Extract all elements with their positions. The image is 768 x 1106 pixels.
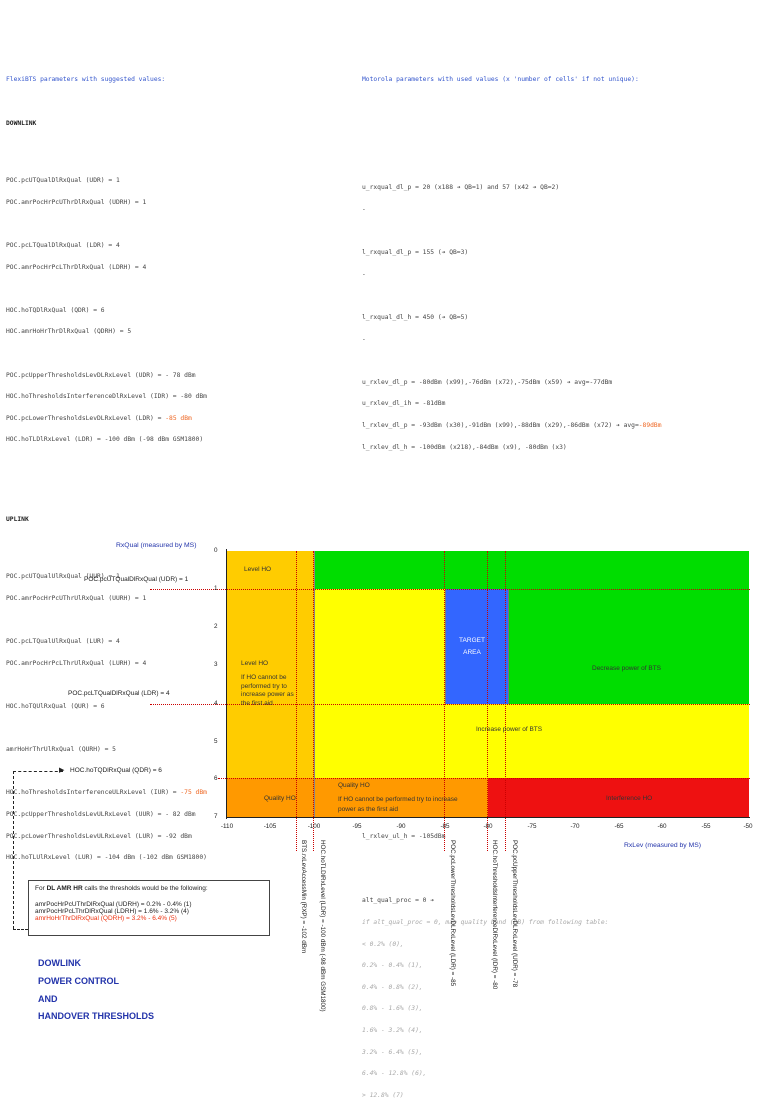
qdr-connector-line bbox=[13, 929, 28, 930]
left-title: FlexiBTS parameters with suggested values: bbox=[6, 76, 166, 84]
bottom-title-line: HANDOVER THRESHOLDS bbox=[38, 1011, 155, 1021]
y-tick: 7 bbox=[214, 813, 218, 820]
uplink-heading: UPLINK bbox=[6, 515, 29, 523]
x-tick: -95 bbox=[352, 823, 362, 830]
x-tick: -75 bbox=[527, 823, 537, 830]
y-axis bbox=[226, 549, 227, 819]
quality-ho-left-label: Quality HO bbox=[264, 795, 296, 802]
left-column bbox=[6, 62, 207, 883]
param-line: u_rxqual_dl_p = 20 (x188 ➔ QB=1) and 57 (x42 ➔ QB=2) bbox=[362, 184, 560, 192]
decrease-power-label: Decrease power of BTS bbox=[592, 665, 662, 672]
param-line: amrHoHrThrUlRxQual (QURH) = 5 bbox=[6, 746, 116, 754]
param-line: HOC.hoThresholdsInterferenceDlRxLevel (IDR) = -80 dBm bbox=[6, 393, 207, 401]
param-line: POC.amrPocHrPcLThrDlRxQual (LDRH) = 4 bbox=[6, 263, 147, 271]
alt-line: 1.6% - 3.2% (4), bbox=[362, 1026, 423, 1034]
x-tick: -50 bbox=[743, 823, 753, 830]
x-tick: -85 bbox=[440, 823, 450, 830]
quality-ho-note: If HO cannot be performed try to increase power as the first aid bbox=[338, 796, 458, 813]
param-line: l_rxqual_dl_p = 155 (➔ QB=3) bbox=[362, 249, 469, 257]
dl-lines bbox=[6, 163, 207, 458]
increase-power-zone bbox=[314, 704, 749, 778]
param-line: HOC.hoTLUlRxLevel (LUR) = -104 dBm (-102 dBm GSM1800) bbox=[6, 854, 207, 862]
param-line: POC.pcUpperThresholdsLevDLRxLevel (UDR) = - 78 dBm bbox=[6, 371, 196, 379]
param-line: POC.pcLTQualUlRxQual (LUR) = 4 bbox=[6, 638, 120, 646]
divider-line bbox=[445, 589, 446, 704]
x-tick: -55 bbox=[701, 823, 711, 830]
alt-line: < 0.2% (0), bbox=[362, 940, 404, 948]
ldr-guide-line bbox=[150, 704, 750, 705]
param-line: l_rxlev_ul_h = -105dBm bbox=[362, 832, 446, 840]
amr-box-title: For DL AMR HR calls the thresholds would be the following: bbox=[35, 885, 208, 892]
x-axis-title: RxLev (measured by MS) bbox=[624, 842, 702, 849]
param-line: HOC.hoTQDlRxQual (QDR) = 6 bbox=[6, 306, 105, 314]
bottom-title-line: DOWLINK bbox=[38, 958, 81, 968]
amr-line: amrHoHrThrDlRxQual (QDRH) = 3.2% - 6.4% (5) bbox=[35, 915, 177, 922]
param-line: HOC.hoThresholdsInterferenceULRxLevel (IUR) = -75 dBm bbox=[6, 789, 207, 797]
qdr-guide-line bbox=[218, 778, 750, 779]
x-tick: -80 bbox=[483, 823, 493, 830]
rxp-vertical-label: BTS.rxLevAccessMin (RXP) = -102 dBm bbox=[300, 840, 307, 954]
x-tick: -105 bbox=[263, 823, 277, 830]
param-line: - bbox=[362, 206, 366, 213]
alt-line: if alt_qual_proc = 0, map quality band (QB) from following table: bbox=[362, 918, 609, 926]
x-tick: -65 bbox=[614, 823, 624, 830]
param-line: POC.amrPocHrPcLThrUlRxQual (LURH) = 4 bbox=[6, 659, 147, 667]
x-tick: -110 bbox=[220, 823, 234, 830]
param-line: POC.amrPocHrPcUThrDlRxQual (UDRH) = 1 bbox=[6, 198, 147, 206]
ul-lines bbox=[6, 559, 207, 876]
lower-dl-vertical-label: POC.pcLowerThresholdsLevDLRxLevel (LDR) = -85 bbox=[449, 840, 456, 987]
level-ho-note: If HO cannot be performed try to increase power as the first aid bbox=[241, 674, 294, 707]
amr-line: amrPocHrPcLThrDlRxQual (LDRH) = 1.6% - 3.2% (4) bbox=[35, 908, 189, 915]
param-line: - bbox=[362, 270, 366, 278]
rxp-guide-line bbox=[296, 551, 297, 851]
param-line: l_rxlev_dl_h = -100dBm (x218),-84dBm (x9), -80dBm (x3) bbox=[362, 443, 567, 451]
x-tick: -70 bbox=[570, 823, 580, 830]
amr-hr-box bbox=[28, 880, 270, 936]
param-line: POC.pcUpperThresholdsLevULRxLevel (UUR) = - 82 dBm bbox=[6, 810, 196, 818]
alt-line: 0.2% - 0.4% (1), bbox=[362, 962, 423, 970]
arrow-right-icon: ▶ bbox=[59, 767, 65, 774]
decrease-power-zone bbox=[508, 589, 749, 704]
param-line: POC.pcLowerThresholdsLevDLRxLevel (LDR) = -85 dBm bbox=[6, 414, 192, 422]
tldl-guide-line bbox=[313, 551, 314, 851]
y-tick: 5 bbox=[214, 738, 218, 745]
x-tick: -90 bbox=[396, 823, 406, 830]
udr-label: POC.pcUTQualDlRxQual (UDR) = 1 bbox=[84, 576, 189, 583]
interference-dl-vertical-label: HOC.hoThresholdsInterferenceDlRxLevel (IDR) = -80 bbox=[491, 840, 498, 990]
qdr-arrow-line bbox=[13, 771, 63, 772]
param-line: POC.pcUTQualDlRxQual (UDR) = 1 bbox=[6, 177, 120, 185]
upper-dl-vertical-label: POC.pcUpperThresholdsLevDLRxLevel (UDR) = -78 bbox=[511, 840, 518, 988]
y-tick: 2 bbox=[214, 623, 218, 630]
level-ho-mid-label: Level HO bbox=[241, 660, 269, 667]
tldl-vertical-label: HOC.hoTLDlRxLevel (LDR) = -100 dBm (-98 dBm GSM1800) bbox=[319, 840, 326, 1012]
qdr-label: HOC.hoTQDlRxQual (QDR) = 6 bbox=[70, 767, 162, 774]
x-axis bbox=[226, 817, 750, 818]
param-line: - bbox=[362, 335, 366, 343]
param-line: HOC.hoTLDlRxLevel (LDR) = -100 dBm (-98 dBm GSM1800) bbox=[6, 436, 204, 444]
y-tick: 3 bbox=[214, 661, 218, 668]
param-line: HOC.amrHoHrThrDlRxQual (QDRH) = 5 bbox=[6, 328, 132, 336]
param-line: u_rxlev_dl_p = -80dBm (x99),-76dBm (x72),-75dBm (x59) ➔ avg=-77dBm bbox=[362, 378, 613, 386]
bottom-title-line: POWER CONTROL bbox=[38, 976, 119, 986]
alt-line: > 12.8% (7) bbox=[362, 1091, 404, 1099]
interference-dl-guide-line bbox=[487, 551, 488, 851]
target-area-label: TARGET AREA bbox=[459, 637, 485, 656]
upper-dl-guide-line bbox=[505, 551, 506, 851]
param-line: l_rxlev_dl_p = -93dBm (x30),-91dBm (x99),-88dBm (x29),-86dBm (x72) ➔ avg=-89dBm bbox=[362, 422, 662, 430]
param-line: POC.amrPocHrPcUThrUlRxQual (UURH) = 1 bbox=[6, 594, 147, 602]
x-tick: -60 bbox=[657, 823, 667, 830]
param-line: u_rxlev_dl_ih = -81dBm bbox=[362, 400, 446, 408]
y-tick: 4 bbox=[214, 700, 218, 707]
downlink-heading: DOWNLINK bbox=[6, 119, 37, 127]
qdr-connector-line bbox=[13, 771, 14, 929]
param-line: POC.pcUTQualUlRxQual (UUR) = 1 bbox=[6, 573, 120, 581]
x-tick: -100 bbox=[307, 823, 321, 830]
alt-line: 0.8% - 1.6% (3), bbox=[362, 1005, 423, 1013]
bottom-title-line: AND bbox=[38, 994, 58, 1004]
y-tick: 1 bbox=[214, 585, 218, 592]
y-tick: 6 bbox=[214, 775, 218, 782]
udr-guide-line bbox=[150, 589, 750, 590]
alt-qual-line: alt_qual_proc = 0 ➔ bbox=[362, 897, 435, 905]
amr-line: amrPocHrPcUThrDlRxQual (UDRH) = 0.2% - 0.4% (1) bbox=[35, 901, 192, 908]
interference-ho-label: Interference HO bbox=[606, 795, 653, 802]
divider-line bbox=[508, 589, 509, 704]
right-title: Motorola parameters with used values (x 'number of cells' if not unique): bbox=[362, 76, 639, 84]
increase-power-upper-zone bbox=[314, 589, 445, 704]
ldr-label: POC.pcLTQualDlRxQual (LDR) = 4 bbox=[68, 690, 170, 697]
increase-power-label: Increase power of BTS bbox=[476, 726, 543, 733]
param-line: POC.pcLowerThresholdsLevULRxLevel (LUR) = -92 dBm bbox=[6, 832, 192, 840]
y-axis-title: RxQual (measured by MS) bbox=[116, 542, 197, 549]
alt-line: 0.4% - 0.8% (2), bbox=[362, 983, 423, 991]
no-action-zone bbox=[314, 551, 749, 589]
param-line: l_rxqual_dl_h = 450 (➔ QB=5) bbox=[362, 314, 469, 322]
param-line: HOC.hoTQUlRxQual (QUR) = 6 bbox=[6, 702, 105, 710]
quality-ho-label: Quality HO bbox=[338, 782, 370, 789]
alt-line: 6.4% - 12.8% (6), bbox=[362, 1070, 427, 1078]
param-line: POC.pcLTQualDlRxQual (LDR) = 4 bbox=[6, 242, 120, 250]
level-ho-top-label: Level HO bbox=[244, 566, 272, 573]
y-tick: 0 bbox=[214, 547, 218, 554]
alt-line: 3.2% - 6.4% (5), bbox=[362, 1048, 423, 1056]
